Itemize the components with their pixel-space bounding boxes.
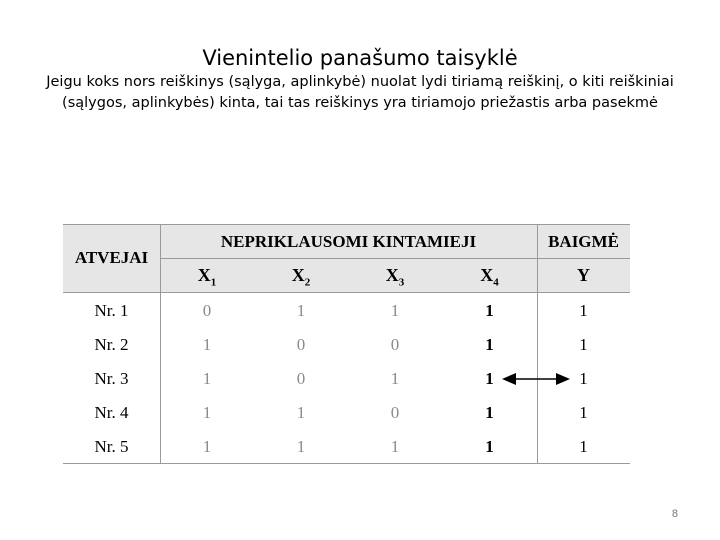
table-cell: 1 [390,369,400,388]
table-cell: 1 [296,301,306,320]
table-cell: 0 [296,369,306,388]
table-cell: 1 [579,335,588,354]
table-cell: 1 [579,369,588,388]
table-bottom-border [63,463,630,464]
row-label: Nr. 4 [94,403,129,422]
row-label: Nr. 2 [94,335,129,354]
table-cell: 1 [485,369,494,388]
table-cell: 1 [485,301,494,320]
row-label: Nr. 1 [94,301,129,320]
table-cell: 0 [296,335,306,354]
row-label: Nr. 3 [94,369,129,388]
table-cell: 1 [485,437,494,456]
table-cell: 0 [390,335,400,354]
table-cell: 1 [485,335,494,354]
table-cell: 1 [579,403,588,422]
header-row-divider [160,258,630,259]
table-cell: 1 [579,437,588,456]
header-independent-variables: NEPRIKLAUSOMI KINTAMIEJI [220,232,477,251]
row-label: Nr. 5 [94,437,129,456]
column-label-x4: $X_4$ [480,265,499,289]
header-cases: ATVEJAI [74,248,149,267]
comparison-table [63,224,630,464]
table-cell: 0 [202,301,212,320]
double-arrow-icon [502,371,570,387]
table-cell: 0 [390,403,400,422]
table-cell: 1 [202,369,212,388]
table-cell: 1 [390,437,400,456]
table-cell: 1 [390,301,400,320]
page-number: 8 [671,508,678,520]
table-cell: 1 [202,437,212,456]
table-cell: 1 [202,335,212,354]
table-cell: 1 [485,403,494,422]
header-outcome: BAIGMĖ [548,232,619,251]
table-cell: 1 [296,403,306,422]
table-cell: 1 [296,437,306,456]
table-cell: 1 [202,403,212,422]
column-label-x1: $X_1$ [197,265,217,289]
table-cell: 1 [579,301,588,320]
slide-title: Vienintelio panašumo taisyklė [202,46,518,70]
column-label-x2: $X_2$ [291,265,311,289]
slide-subtitle: Jeigu koks nors reiškinys (sąlyga, aplinkybė) nuolat lydi tiriamą reiškinį, o kiti reiškiniai (sąlygos, aplinkybės) kinta, tai tas reiškinys yra tiriamojo priežastis arba pasekmė [46,74,674,111]
column-label-y: Y [577,265,590,285]
column-label-x3: $X_3$ [385,265,405,289]
